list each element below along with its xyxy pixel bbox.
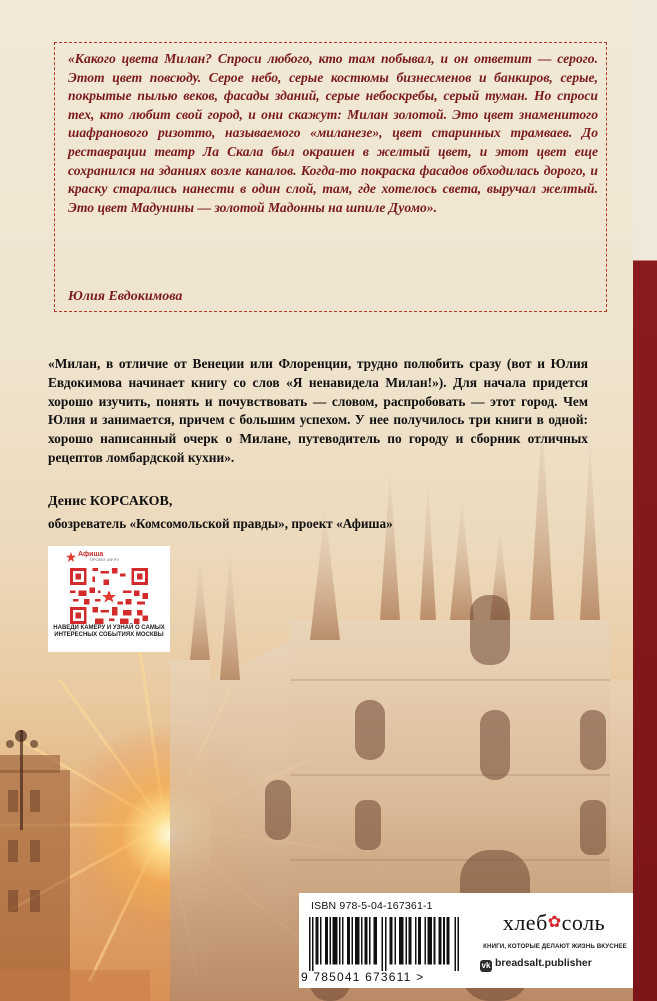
author-quote-text: «Какого цвета Милан? Спроси любого, кто там побывал, и он ответит — серого. Этот цвет повсюду. Серое небо, серые костюмы бизнесменов и банкиров, серые, покрытые пылью веков, фасады зданий, серые небоскребы, серый туман. Но спроси тех, кто любит свой город, и они скажут: Милан золотой. Это цвет знаменитого шафранового ризотто, называемого «миланезе», цвет старинных трамваев. До реставрации театр Ла Скала был окрашен в желтый цвет, и этот цвет еще сохранился на зданиях возле каналов. Когда-то покраска фасадов обходилась дорого, и краску старались нанести в один слой, там, где хотелось света, выручал желтый. Это цвет Мадунины — золотой Мадонны на шпиле Дуомо». [68,51,598,215]
barcode-panel [299,893,639,988]
reviewer-role: обозреватель «Комсомольской правды», проект «Афиша» [48,516,393,531]
afisha-logo-sub: ПРОЕКТ АФ.РУ [90,557,119,562]
afisha-logo-text: Афиша [78,551,104,558]
reviewer-name: Денис КОРСАКОВ, [48,494,173,509]
qr-promo-card[interactable] [48,546,170,652]
publisher-name-right: соль [561,910,606,935]
left-buildings-graphic [0,730,150,1001]
afisha-star-icon [66,552,76,562]
barcode [309,917,459,971]
afisha-logo [78,551,158,565]
publisher-tagline: КНИГИ, КОТОРЫЕ ДЕЛАЮТ ЖИЗНЬ ВКУСНЕЕ [483,943,627,950]
publisher-vk-handle: breadsalt.publisher [495,957,592,969]
qr-caption: НАВЕДИ КАМЕРУ И УЗНАЙ О САМЫХ ИНТЕРЕСНЫХ СОБЫТИЯХ МОСКВЫ [53,625,165,638]
publisher-name-left: хлеб [502,910,548,935]
barcode-digits: 9 785041 673611 > [301,970,425,984]
qr-code[interactable] [70,568,148,624]
book-spine-edge [633,0,657,1001]
review-quote-text: «Милан, в отличие от Венеции или Флоренции, трудно полюбить сразу (вот и Юлия Евдокимова начинает книгу со слов «Я ненавидела Милан!»). Для начала придется хорошо изучить, понять и почувствовать — словом, распробовать — этот город. Чем Юлия и занимается, причем с большим успехом. У нее получилось три книги в одной: хорошо написанный очерк о Милане, путеводитель по городу и сборник отличных рецептов ломбардской кухни». [48,356,588,465]
publisher-logo [479,910,629,936]
flower-icon: ✿ [547,914,562,931]
publisher-vk-link[interactable] [480,957,592,971]
vk-icon: vk [481,961,491,970]
isbn-text: ISBN 978-5-04-167361-1 [311,900,433,912]
author-name: Юлия Евдокимова [68,289,183,304]
